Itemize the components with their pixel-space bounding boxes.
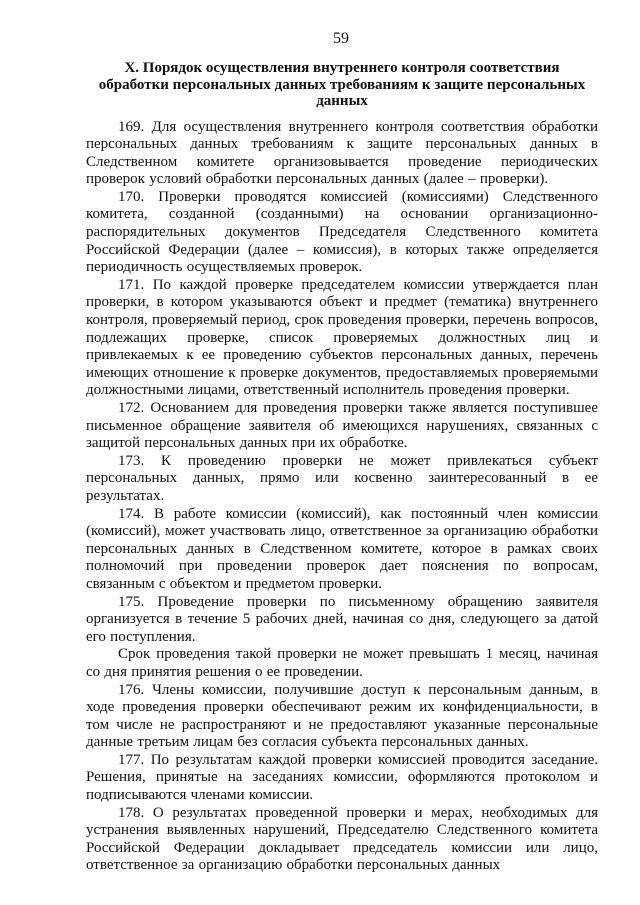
section-heading: X. Порядок осуществления внутреннего контроля соответствия обработки персональных данных требованиям к защите персональных данных xyxy=(98,60,586,109)
paragraph-169: 169. Для осуществления внутреннего контроля соответствия обработки персональных данных требованиям к защите персональных данных в Следственном комитете организовывается проведение периодических проверок условий обработки персональных данных (далее – проверки). xyxy=(86,118,598,188)
paragraph-170: 170. Проверки проводятся комиссией (комиссиями) Следственного комитета, созданной (созданными) на основании организационно-распорядительных документов Председателя Следственного комитета Российской Федерации (далее – комиссия), в которых также определяется периодичность осуществляемых проверок. xyxy=(86,188,598,276)
paragraph-171: 171. По каждой проверке председателем комиссии утверждается план проверки, в котором указываются объект и предмет (тематика) внутреннего контроля, проверяемый период, срок проведения проверки, перечень вопросов, подлежащих проверке, список проверяемых должностных лиц и привлекаемых к ее проведению субъектов персональных данных, перечень имеющих отношение к проверке документов, предоставляемых проверяемыми должностными лицами, ответственный исполнитель проведения проверки. xyxy=(86,276,598,399)
document-body xyxy=(86,119,598,876)
paragraph-172: 172. Основанием для проведения проверки также является поступившее письменное обращение заявителя об имеющихся нарушениях, связанных с защитой персональных данных при их обработке. xyxy=(86,400,598,452)
paragraph-174: 174. В работе комиссии (комиссий), как постоянный член комиссии (комиссий), может участвовать лицо, ответственное за организацию обработки персональных данных в Следственном комитете, которое в рамках своих полномочий при проведении проверок дает пояснения по вопросам, связанным с объектом и предметом проверки. xyxy=(86,505,598,592)
paragraph-173: 173. К проведению проверки не может привлекаться субъект персональных данных, прямо или косвенно заинтересованный в ее результатах. xyxy=(86,452,598,504)
paragraph-175: 175. Проведение проверки по письменному обращению заявителя организуется в течение 5 рабочих дней, начиная со дня, следующего за датой его поступления. xyxy=(86,593,598,645)
page-number: 59 xyxy=(333,30,349,47)
paragraph-178: 178. О результатах проведенной проверки и мерах, необходимых для устранения выявленных нарушений, Председателю Следственного комитета Российской Федерации докладывает председатель комиссии или лицо, ответственное за организацию обработки персональных данных xyxy=(86,804,598,874)
paragraph-177: 177. По результатам каждой проверки комиссией проводится заседание. Решения, принятые на заседаниях комиссии, оформляются протоколом и подписываются членами комиссии. xyxy=(86,751,598,804)
paragraph-176: 176. Члены комиссии, получившие доступ к персональным данным, в ходе проведения проверки обеспечивают режим их конфиденциальности, в том числе не распространяют и не предоставляют указанные персональные данные третьим лицам без согласия субъекта персональных данных. xyxy=(86,681,598,751)
paragraph-175-term: Срок проведения такой проверки не может превышать 1 месяц, начиная со дня принятия решения о ее проведении. xyxy=(86,646,598,680)
